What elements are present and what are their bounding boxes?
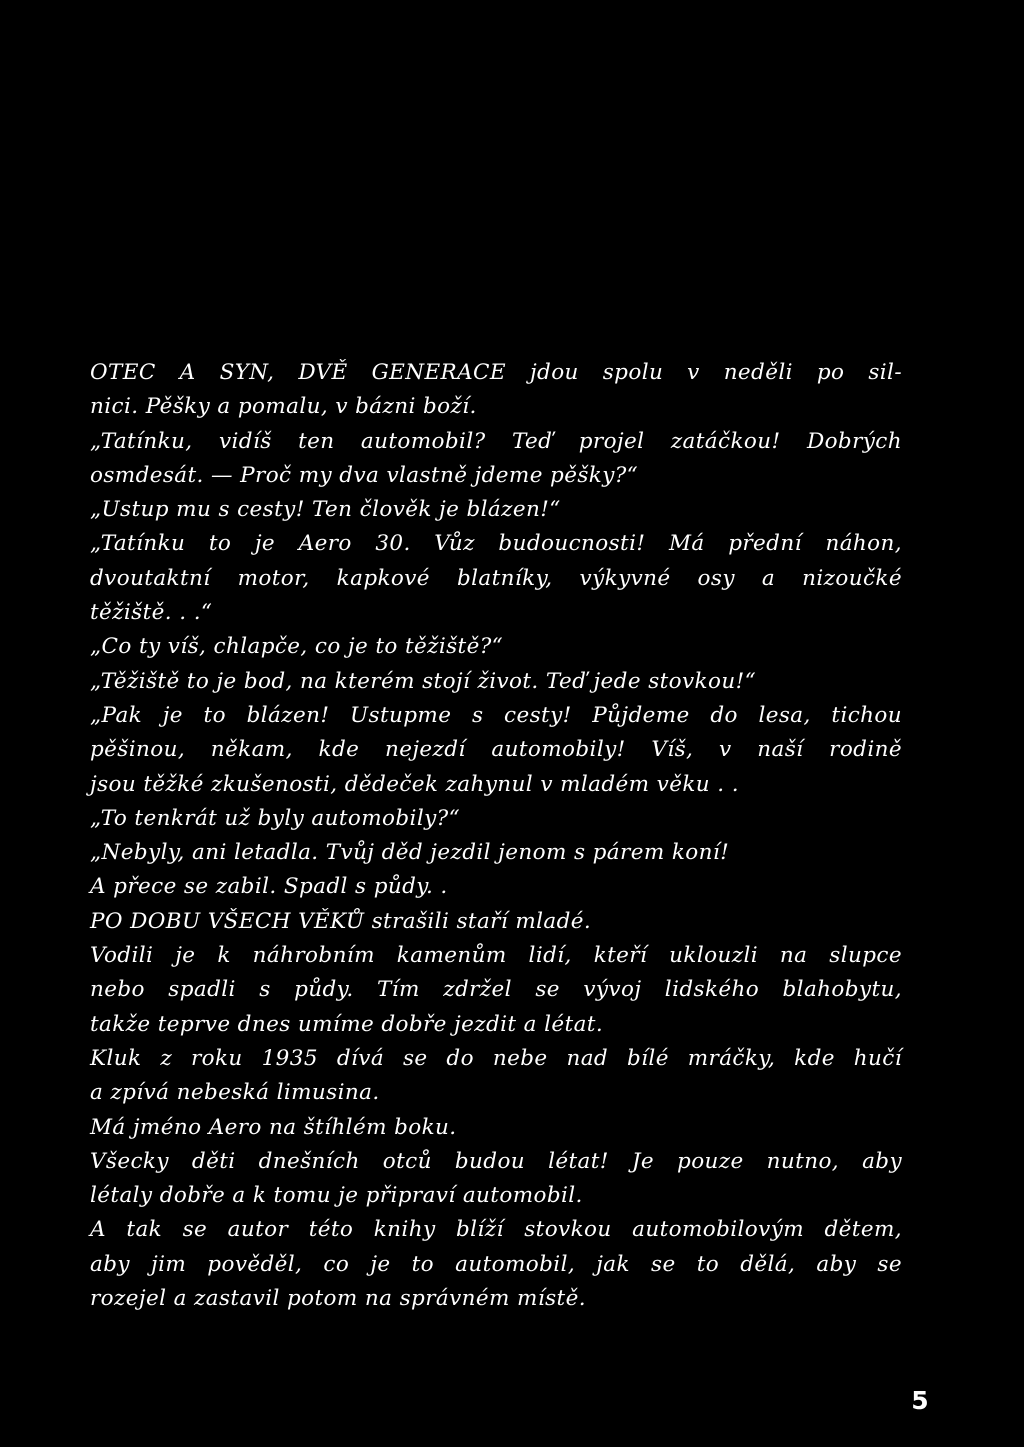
text-line: „Ustup mu s cesty! Ten člověk je blázen!“: [90, 497, 561, 523]
text-line: „Tatínku to je Aero 30. Vůz budoucnosti! Má přední náhon,: [90, 531, 902, 557]
text-line: OTEC A SYN, DVĚ GENERACE jdou spolu v neděli po sil-: [90, 360, 902, 385]
text-line: Má jméno Aero na štíhlém boku.: [90, 1114, 457, 1140]
text-line: „Nebyly, ani letadla. Tvůj děd jezdil jenom s párem koní!: [90, 840, 730, 866]
text-line: „Těžiště to je bod, na kterém stojí život. Teď jede stovkou!“: [90, 668, 757, 694]
text-line: jsou těžké zkušenosti, dědeček zahynul v mladém věku . .: [90, 771, 739, 797]
text-line: „Tatínku, vidíš ten automobil? Teď projel zatáčkou! Dobrých: [90, 428, 902, 454]
text-line: A tak se autor této knihy blíží stovkou automobilovým dětem,: [90, 1217, 902, 1243]
text-line: „Pak je to blázen! Ustupme s cesty! Půjdeme do lesa, tichou: [90, 702, 902, 728]
text-line: Vodili je k náhrobním kamenům lidí, kteří uklouzli na slupce: [90, 943, 902, 969]
text-line: „To tenkrát už byly automobily?“: [90, 805, 460, 831]
text-line: nebo spadli s půdy. Tím zdržel se vývoj lidského blahobytu,: [90, 977, 902, 1003]
text-line: A přece se zabil. Spadl s půdy. .: [90, 874, 448, 900]
body-text: [90, 356, 902, 1316]
text-line: Všecky děti dnešních otců budou létat! Je pouze nutno, aby: [90, 1148, 902, 1174]
text-line: těžiště. . .“: [90, 600, 213, 626]
text-line: dvoutaktní motor, kapkové blatníky, výkyvné osy a nizoučké: [90, 565, 902, 591]
text-line: pěšinou, někam, kde nejezdí automobily! Víš, v naší rodině: [90, 737, 902, 763]
text-line: PO DOBU VŠECH VĚKŮ strašili staří mladé.: [90, 908, 592, 934]
text-line: létaly dobře a k tomu je připraví automobil.: [90, 1183, 583, 1209]
text-line: osmdesát. — Proč my dva vlastně jdeme pěšky?“: [90, 462, 639, 488]
text-line: nici. Pěšky a pomalu, v bázni boží.: [90, 394, 477, 420]
text-line: takže teprve dnes umíme dobře jezdit a létat.: [90, 1011, 604, 1037]
page-number: 5: [911, 1386, 929, 1415]
text-line: a zpívá nebeská limusina.: [90, 1080, 380, 1106]
text-line: aby jim pověděl, co je to automobil, jak se to dělá, aby se: [90, 1251, 902, 1277]
text-line: Kluk z roku 1935 dívá se do nebe nad bílé mráčky, kde hučí: [90, 1045, 902, 1071]
text-line: „Co ty víš, chlapče, co je to těžiště?“: [90, 634, 504, 660]
text-line: rozejel a zastavil potom na správném místě.: [90, 1286, 586, 1312]
